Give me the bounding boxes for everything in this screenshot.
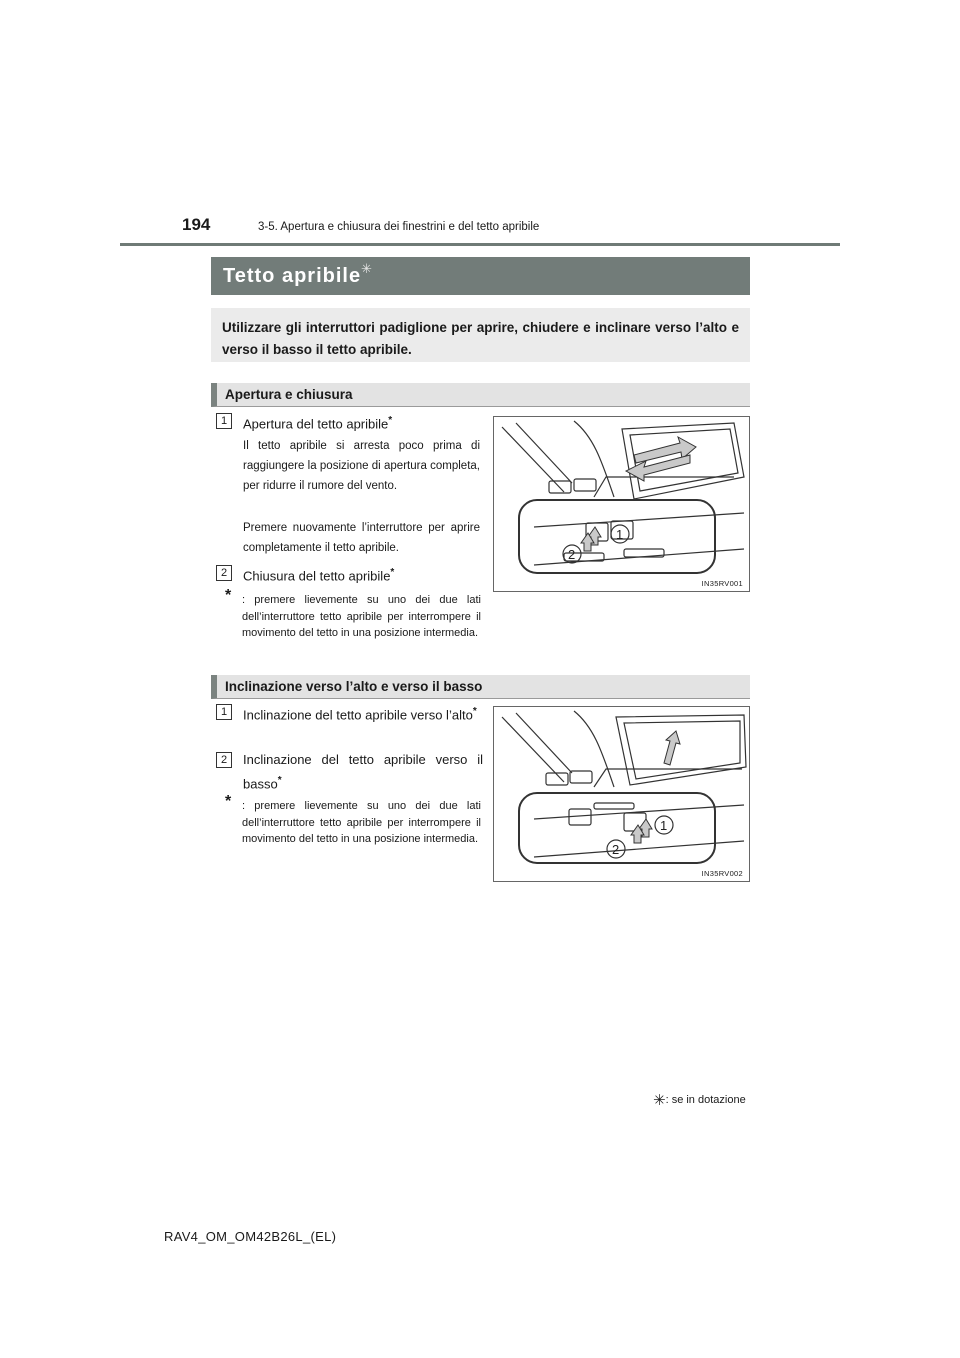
item-title-close-sunroof [243, 562, 483, 586]
note-text: : premere lievemente su uno dei due lati dell’interruttore tetto apribile per interrompere il movimento del tetto in una posizione intermedia. [242, 800, 481, 845]
item-number-badge: 2 [216, 565, 232, 581]
page-number: 194 [182, 215, 211, 234]
paragraph-press-again: Premere nuovamente l’interruttore per aprire completamente il tetto apribile. [243, 522, 480, 554]
section-reference: 3-5. Apertura e chiusura dei finestrini e del tetto apribile [258, 221, 540, 233]
intro-text: Utilizzare gli interruttori padiglione per aprire, chiudere e inclinare verso l’alto e verso il basso il tetto apribile. [211, 308, 750, 362]
item-number-badge: 1 [216, 704, 232, 720]
header-divider [120, 243, 840, 246]
optional-equipment-footnote [653, 1089, 746, 1107]
footnote-mark: ✳ [653, 1092, 666, 1109]
item-title-tilt-down [243, 749, 483, 794]
item-title-text: Apertura del tetto apribile [243, 416, 389, 432]
manual-code: RAV4_OM_OM42B26L_(EL) [164, 1229, 337, 1244]
figure-sunroof-tilt [493, 706, 750, 882]
item-number-badge: 2 [216, 752, 232, 768]
asterisk-mark: * [277, 775, 282, 786]
item-title-text: Inclinazione del tetto apribile verso il basso [243, 752, 483, 792]
section-heading-tilt: Inclinazione verso l’alto e verso il basso [211, 675, 750, 699]
asterisk-mark: * [472, 706, 477, 717]
optional-equipment-mark: ✳ [361, 261, 373, 276]
paragraph-stop-note: Il tetto apribile si arresta poco prima di raggiungere la posizione di apertura completa, per ridurre il rumore del vento. [243, 440, 480, 492]
item-title-open-sunroof [243, 410, 483, 434]
overhead-console-illustration [494, 417, 749, 591]
footnote-text: : se in dotazione [665, 1094, 746, 1106]
callout-number-1: 1 [660, 818, 668, 833]
callout-number-2: 2 [568, 547, 576, 562]
asterisk-mark: * [390, 567, 395, 578]
item-number-badge: 1 [216, 413, 232, 429]
callout-number-2: 2 [612, 842, 620, 857]
item-title-text: Chiusura del tetto apribile [243, 568, 391, 584]
note-text: : premere lievemente su uno dei due lati dell’interruttore tetto apribile per interrompere il movimento del tetto in una posizione intermedia. [242, 594, 481, 639]
overhead-console-illustration [494, 707, 749, 881]
figure-code: IN35RV002 [701, 869, 743, 878]
section-heading-opening: Apertura e chiusura [211, 383, 750, 407]
asterisk-mark: * [388, 415, 393, 426]
note-asterisk: * [225, 587, 232, 604]
page-title: Tetto apribile [223, 265, 362, 287]
item-title-tilt-up [243, 701, 483, 725]
page-title-bar [211, 257, 750, 295]
interrupt-note [225, 793, 481, 848]
callout-number-1: 1 [616, 527, 624, 542]
interrupt-note [225, 587, 481, 642]
item-title-text: Inclinazione del tetto apribile verso l’alto [243, 707, 473, 723]
note-asterisk: * [225, 793, 232, 810]
figure-sunroof-open-close [493, 416, 750, 592]
figure-code: IN35RV001 [701, 579, 743, 588]
